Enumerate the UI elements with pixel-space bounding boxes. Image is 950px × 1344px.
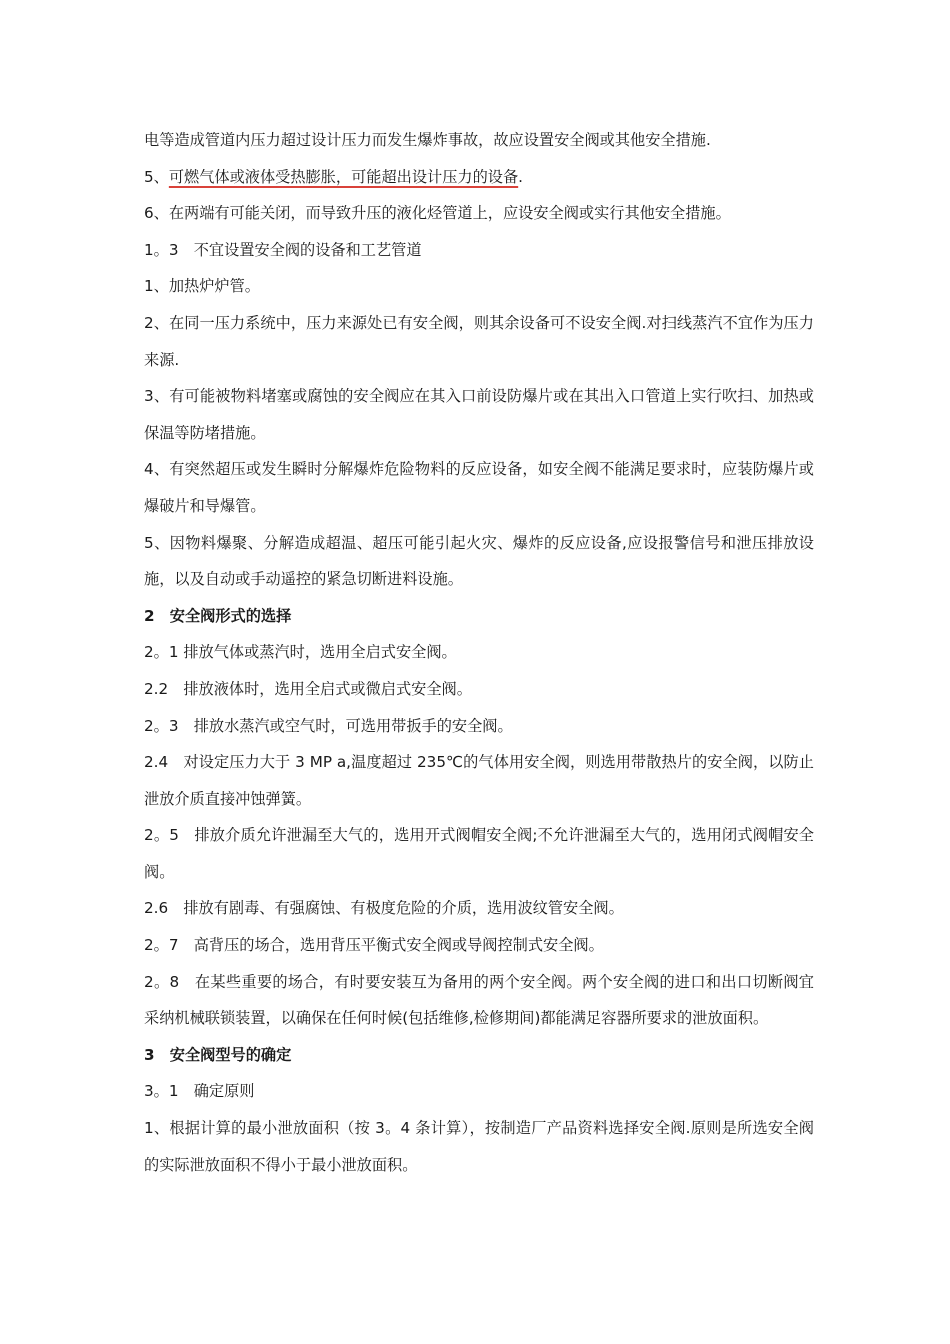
section-heading-1-3: 1。3 不宜设置安全阀的设备和工艺管道: [144, 240, 422, 259]
paragraph-1-3-item-5: 5、因物料爆聚、分解造成超温、超压可能引起火灾、爆炸的反应设备,应设报警信号和泄压排放设施，以及自动或手动遥控的紧急切断进料设施。: [144, 533, 814, 589]
paragraph-2-1: 2。1 排放气体或蒸汽时，选用全启式安全阀。: [144, 643, 457, 662]
document-body: [144, 122, 814, 1183]
paragraph-item-6: 6、在两端有可能关闭，而导致升压的液化烃管道上，应设安全阀或实行其他安全措施。: [144, 204, 731, 223]
paragraph-1-3-item-4: 4、有突然超压或发生瞬时分解爆炸危险物料的反应设备，如安全阀不能满足要求时，应装防爆片或爆破片和导爆管。: [144, 460, 814, 515]
section-heading-3-1: 3。1 确定原则: [144, 1082, 255, 1101]
paragraph-2-4: 2.4 对设定压力大于 3 MP a,温度超过 235℃的气体用安全阀，则选用带散热片的安全阀，以防止泄放介质直接冲蚀弹簧。: [144, 753, 814, 808]
paragraph-overpressure-cont: 电等造成管道内压力超过设计压力而发生爆炸事故，故应设置安全阀或其他安全措施.: [144, 131, 711, 149]
paragraph-2-5: 2。5 排放介质允许泄漏至大气的，选用开式阀帽安全阀;不允许泄漏至大气的，选用闭式阀帽安全阀。: [144, 826, 814, 881]
paragraph-2-2: 2.2 排放液体时，选用全启式或微启式安全阀。: [144, 679, 472, 698]
paragraph-2-6: 2.6 排放有剧毒、有强腐蚀、有极度危险的介质，选用波纹管安全阀。: [144, 899, 624, 918]
underlined-phrase: 可燃气体或液体受热膨胀，可能超出设计压力的设备: [168, 167, 519, 186]
paragraph-item-5-thermal-expansion: [144, 159, 814, 196]
paragraph-2-8: 2。8 在某些重要的场合，有时要安装互为备用的两个安全阀。两个安全阀的进口和出口切断阀宜采纳机械联锁装置，以确保在任何时候(包括维修,检修期间)都能满足容器所要求的泄放面积。: [144, 972, 814, 1028]
paragraph-1-3-item-1: 1、加热炉炉管。: [144, 277, 260, 296]
item-number: 5、: [144, 167, 169, 186]
section-heading-3: 3 安全阀型号的确定: [144, 1045, 292, 1064]
paragraph-1-3-item-2: 2、在同一压力系统中，压力来源处已有安全阀，则其余设备可不设安全阀.对扫线蒸汽不宜作为压力来源.: [144, 313, 814, 369]
item-suffix: .: [518, 167, 523, 186]
paragraph-2-7: 2。7 高背压的场合，选用背压平衡式安全阀或导阀控制式安全阀。: [144, 936, 604, 955]
section-heading-2: 2 安全阀形式的选择: [144, 606, 292, 625]
paragraph-2-3: 2。3 排放水蒸汽或空气时，可选用带扳手的安全阀。: [144, 716, 513, 735]
paragraph-1-3-item-3: 3、有可能被物料堵塞或腐蚀的安全阀应在其入口前设防爆片或在其出入口管道上实行吹扫、加热或保温等防堵措施。: [144, 387, 814, 442]
paragraph-3-1-item-1: 1、根据计算的最小泄放面积（按 3。4 条计算），按制造厂产品资料选择安全阀.原则是所选安全阀的实际泄放面积不得小于最小泄放面积。: [144, 1119, 814, 1174]
